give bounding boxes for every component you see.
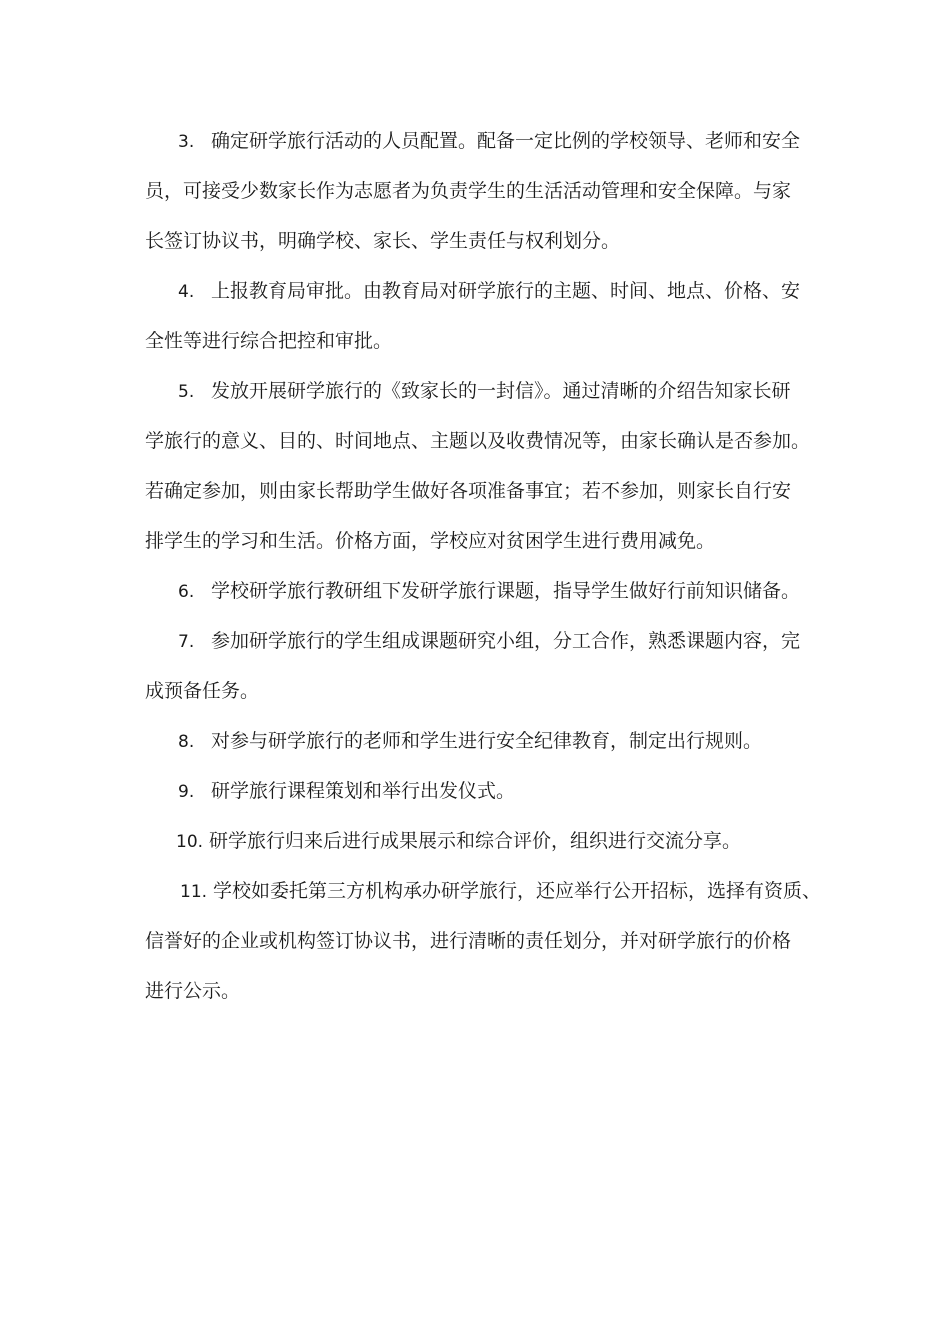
list-item-number: 3. — [178, 132, 195, 152]
list-item-text: 确定研学旅行活动的人员配置。配备一定比例的学校领导、老师和安全 — [211, 130, 801, 152]
list-item-first-line — [145, 878, 825, 905]
list-item-continuation-line — [145, 928, 825, 954]
list-item-continuation-line — [145, 528, 825, 554]
list-item-text: 学旅行的意义、目的、时间地点、主题以及收费情况等，由家长确认是否参加。 — [145, 430, 811, 452]
list-item-first-line — [145, 728, 825, 755]
list-item-text: 全性等进行综合把控和审批。 — [145, 330, 393, 352]
list-item-number: 7. — [178, 632, 195, 652]
list-item-text: 参加研学旅行的学生组成课题研究小组，分工合作，熟悉课题内容，完 — [211, 630, 801, 652]
list-item-continuation-line — [145, 328, 825, 354]
list-item-number: 9. — [178, 782, 195, 802]
list-item-continuation-line — [145, 978, 825, 1004]
list-item-number: 5. — [178, 382, 195, 402]
list-item-first-line — [145, 628, 825, 655]
list-item-first-line — [145, 578, 825, 605]
list-item-number: 6. — [178, 582, 195, 602]
list-item-number: 4. — [178, 282, 195, 302]
list-item-text: 学校如委托第三方机构承办研学旅行，还应举行公开招标，选择有资质、 — [213, 880, 822, 902]
list-item-first-line — [145, 278, 825, 305]
list-item-first-line — [145, 378, 825, 405]
list-item-text: 研学旅行归来后进行成果展示和综合评价，组织进行交流分享。 — [209, 830, 742, 852]
list-item-text: 若确定参加，则由家长帮助学生做好各项准备事宜；若不参加，则家长自行安 — [145, 480, 792, 502]
list-item-continuation-line — [145, 428, 825, 454]
list-item-text: 成预备任务。 — [145, 680, 260, 702]
list-item-number: 10. — [176, 832, 204, 852]
list-item-continuation-line — [145, 478, 825, 504]
list-item-text: 上报教育局审批。由教育局对研学旅行的主题、时间、地点、价格、安 — [211, 280, 801, 302]
list-item-text: 对参与研学旅行的老师和学生进行安全纪律教育，制定出行规则。 — [211, 730, 763, 752]
list-item-text: 进行公示。 — [145, 980, 241, 1002]
list-item-continuation-line — [145, 178, 825, 204]
list-item-text: 学校研学旅行教研组下发研学旅行课题，指导学生做好行前知识储备。 — [211, 580, 801, 602]
list-item-number: 8. — [178, 732, 195, 752]
list-item-text: 排学生的学习和生活。价格方面，学校应对贫困学生进行费用减免。 — [145, 530, 716, 552]
list-item-number: 11. — [180, 882, 208, 902]
list-item-text: 员，可接受少数家长作为志愿者为负责学生的生活活动管理和安全保障。与家 — [145, 180, 792, 202]
list-item-continuation-line — [145, 678, 825, 704]
list-item-text: 研学旅行课程策划和举行出发仪式。 — [211, 780, 516, 802]
list-item-first-line — [145, 778, 825, 805]
list-item-first-line — [145, 128, 825, 155]
list-item-text: 长签订协议书，明确学校、家长、学生责任与权利划分。 — [145, 230, 621, 252]
list-item-continuation-line — [145, 228, 825, 254]
list-item-text: 发放开展研学旅行的《致家长的一封信》。通过清晰的介绍告知家长研 — [211, 380, 791, 402]
list-item-text: 信誉好的企业或机构签订协议书，进行清晰的责任划分，并对研学旅行的价格 — [145, 930, 792, 952]
list-item-first-line — [145, 828, 825, 855]
